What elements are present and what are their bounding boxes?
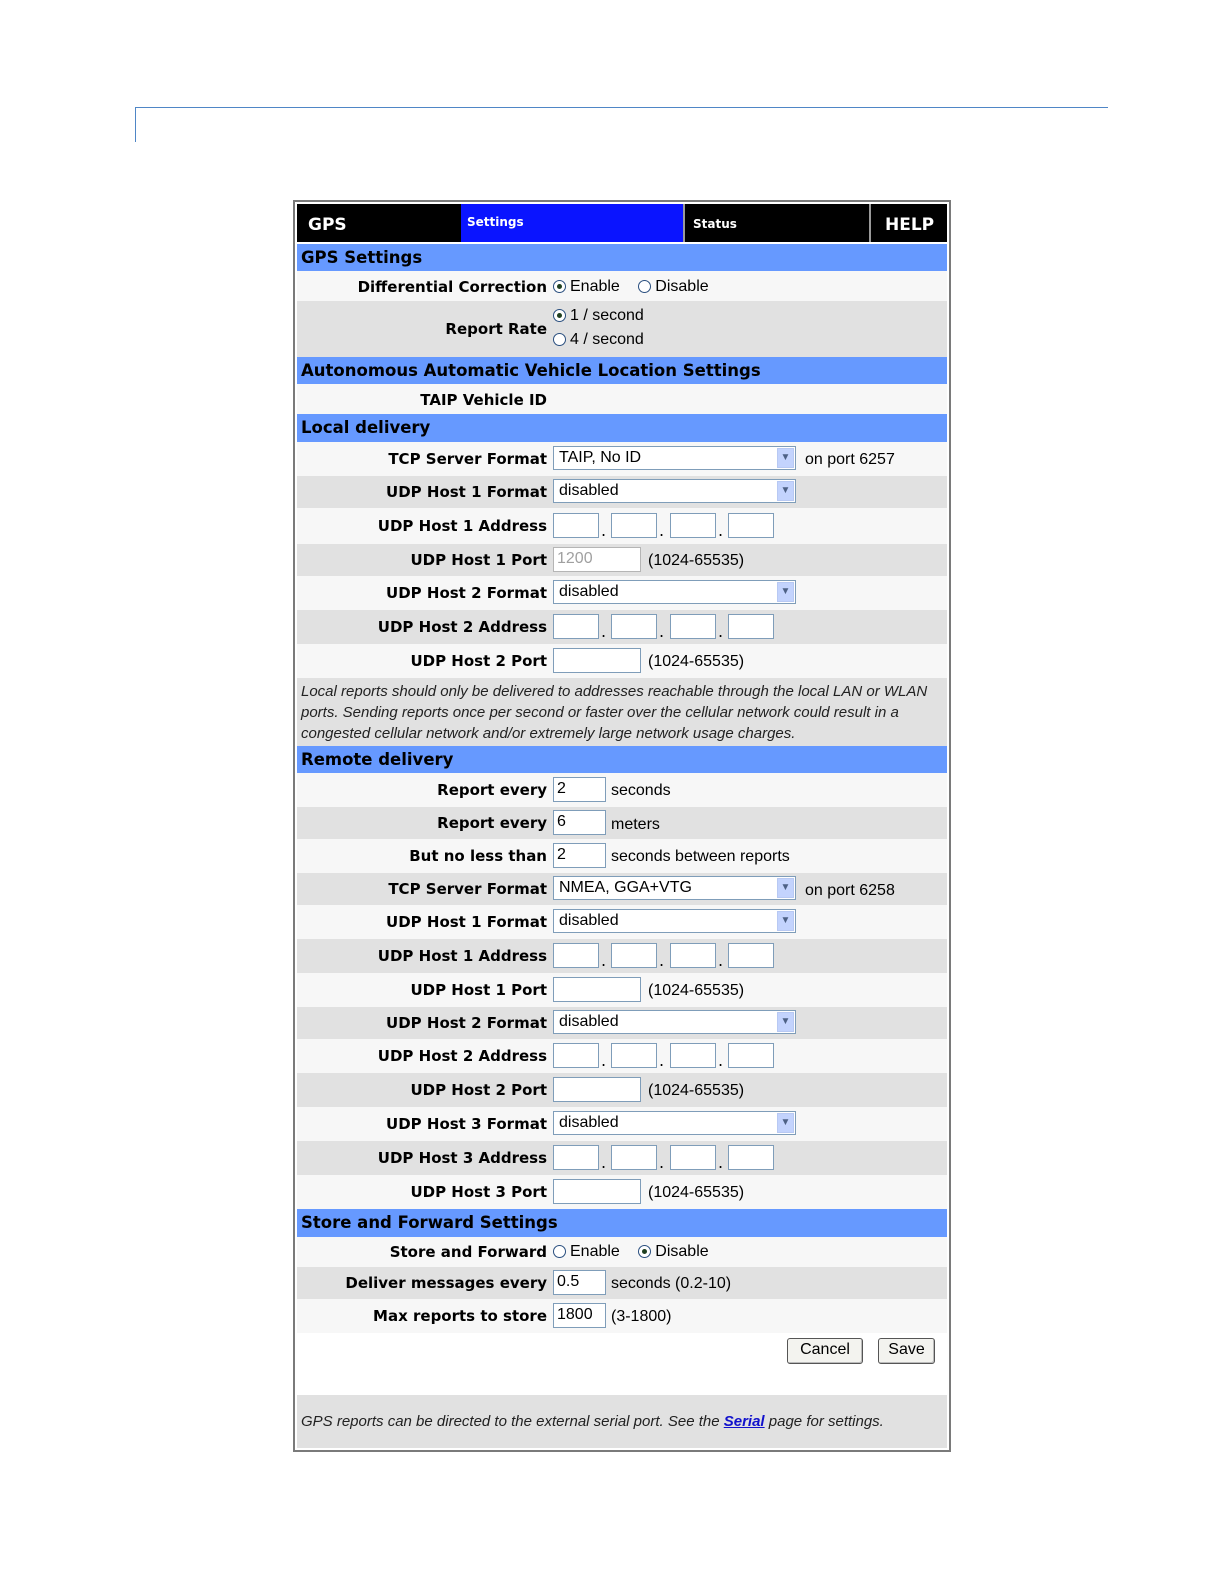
port-range-hint: (1024-65535): [648, 653, 745, 670]
row-local-udp2-port: [297, 644, 947, 678]
ip-dot: .: [718, 1051, 724, 1070]
ip-octet-2[interactable]: [611, 1145, 657, 1170]
remote-udp1-format-select[interactable]: [553, 909, 796, 933]
row-remote-udp1-address: [297, 939, 947, 973]
ip-octet-2[interactable]: [611, 943, 657, 968]
page-header-rule: [135, 107, 1108, 108]
section-aavl: [297, 357, 947, 384]
unit-label: seconds: [611, 782, 671, 799]
remote-udp3-format-select[interactable]: [553, 1111, 796, 1135]
chevron-down-icon: ▼: [777, 1113, 794, 1133]
port-range-hint: (1024-65535): [648, 1082, 745, 1099]
row-max-reports: [297, 1299, 947, 1333]
tab-status[interactable]: Status: [683, 204, 869, 242]
radio-label: Disable: [655, 278, 709, 295]
ip-dot: .: [718, 1153, 724, 1172]
footer-text: page for settings.: [764, 1413, 884, 1430]
select-value: disabled: [559, 912, 619, 929]
field-label: UDP Host 1 Format: [386, 913, 547, 931]
button-row: [297, 1333, 947, 1395]
select-value: TAIP, No ID: [559, 449, 642, 466]
remote-udp2-format-select[interactable]: [553, 1010, 796, 1034]
deliver-interval-input[interactable]: 0.5: [553, 1270, 606, 1295]
row-report-rate: [297, 301, 947, 357]
cancel-button[interactable]: Cancel: [787, 1338, 863, 1364]
row-remote-udp3-address: [297, 1141, 947, 1175]
footer-note: [297, 1395, 947, 1448]
field-label: UDP Host 3 Format: [386, 1115, 547, 1133]
row-taip-vehicle-id: [297, 384, 947, 414]
port-range-hint: (1024-65535): [648, 552, 745, 569]
radio-rate-1[interactable]: [553, 309, 566, 322]
ip-octet-4[interactable]: [728, 614, 774, 639]
chevron-down-icon: ▼: [777, 878, 794, 898]
row-local-udp1-address: [297, 508, 947, 544]
ip-octet-3[interactable]: [670, 1145, 716, 1170]
ip-octet-3[interactable]: [670, 513, 716, 538]
chevron-down-icon: ▼: [777, 448, 794, 468]
field-label: UDP Host 1 Port: [410, 981, 547, 999]
section-gps-settings: [297, 244, 947, 271]
row-remote-udp2-format: [297, 1007, 947, 1039]
store-forward-radios: [553, 1243, 723, 1261]
select-value: disabled: [559, 583, 619, 600]
section-local-delivery: [297, 414, 947, 442]
field-label: Report every: [437, 781, 547, 799]
report-rate-option-1: [553, 307, 658, 325]
radio-rate-4[interactable]: [553, 333, 566, 346]
port-range-hint: (1024-65535): [648, 1184, 745, 1201]
ip-octet-1[interactable]: [553, 943, 599, 968]
gps-settings-panel: [293, 200, 951, 1452]
local-udp2-format-select[interactable]: [553, 580, 796, 604]
radio-label: Enable: [570, 1243, 620, 1260]
row-local-udp2-address: [297, 610, 947, 644]
field-label: UDP Host 1 Format: [386, 483, 547, 501]
field-label: Deliver messages every: [345, 1274, 547, 1292]
field-label: Store and Forward: [389, 1243, 547, 1261]
ip-dot: .: [659, 622, 665, 641]
range-hint: (3-1800): [611, 1308, 672, 1325]
section-title: Remote delivery: [301, 750, 454, 769]
differential-correction-radios: [553, 278, 723, 296]
field-label: Differential Correction: [357, 278, 547, 296]
radio-sf-disable[interactable]: [638, 1245, 651, 1258]
radio-label: Disable: [655, 1243, 709, 1260]
row-remote-udp2-address: [297, 1039, 947, 1073]
section-title: GPS Settings: [301, 248, 423, 267]
ip-dot: .: [601, 1051, 607, 1070]
radio-label: 4 / second: [570, 331, 644, 348]
ip-dot: .: [601, 1153, 607, 1172]
row-remote-udp3-port: [297, 1175, 947, 1209]
remote-udp1-port-input[interactable]: [553, 977, 641, 1002]
row-remote-udp1-format: [297, 905, 947, 939]
field-label: UDP Host 2 Format: [386, 584, 547, 602]
field-label: UDP Host 2 Port: [410, 1081, 547, 1099]
field-label: UDP Host 1 Port: [410, 551, 547, 569]
footer-text: GPS reports can be directed to the external serial port. See the: [301, 1413, 724, 1430]
field-label: Max reports to store: [373, 1307, 547, 1325]
ip-dot: .: [718, 521, 724, 540]
field-label: Report every: [437, 814, 547, 832]
report-every-meters-input[interactable]: 6: [553, 810, 606, 835]
row-local-udp1-port: [297, 544, 947, 576]
tab-bar: [297, 204, 947, 242]
unit-label: seconds between reports: [611, 848, 790, 865]
row-remote-udp1-port: [297, 973, 947, 1007]
local-delivery-note: Local reports should only be delivered to addresses reachable through the local LAN or WLAN ports. Sending reports once per second or faster over the cellular network could result in a congested cellular network and/or extremely large network usage charges.: [297, 678, 947, 746]
chevron-down-icon: ▼: [777, 582, 794, 602]
ip-octet-4[interactable]: [728, 1145, 774, 1170]
report-every-seconds-input[interactable]: 2: [553, 777, 606, 802]
ip-dot: .: [601, 521, 607, 540]
ip-octet-4[interactable]: [728, 1043, 774, 1068]
serial-link[interactable]: Serial: [723, 1413, 765, 1430]
ip-dot: .: [601, 951, 607, 970]
row-report-every-seconds: [297, 773, 947, 807]
field-label: TAIP Vehicle ID: [420, 391, 547, 409]
port-range-hint: (1024-65535): [648, 982, 745, 999]
row-remote-udp3-format: [297, 1107, 947, 1141]
section-store-forward: [297, 1209, 947, 1237]
remote-udp2-port-input[interactable]: [553, 1077, 641, 1102]
field-label: But no less than: [409, 847, 547, 865]
ip-octet-1[interactable]: [553, 1145, 599, 1170]
field-label: TCP Server Format: [388, 450, 547, 468]
section-remote-delivery: [297, 746, 947, 773]
ip-octet-2[interactable]: [611, 1043, 657, 1068]
ip-octet-4[interactable]: [728, 943, 774, 968]
unit-label: seconds (0.2-10): [611, 1275, 732, 1292]
row-local-udp1-format: [297, 476, 947, 508]
ip-dot: .: [601, 622, 607, 641]
radio-dc-disable[interactable]: [638, 280, 651, 293]
radio-dc-enable[interactable]: [553, 280, 566, 293]
remote-udp3-port-input[interactable]: [553, 1179, 641, 1204]
ip-dot: .: [718, 951, 724, 970]
unit-label: meters: [611, 816, 660, 833]
row-report-every-meters: [297, 807, 947, 839]
section-title: Autonomous Automatic Vehicle Location Settings: [301, 361, 761, 380]
select-value: NMEA, GGA+VTG: [559, 879, 692, 896]
chevron-down-icon: ▼: [777, 911, 794, 931]
radio-sf-enable[interactable]: [553, 1245, 566, 1258]
ip-dot: .: [659, 1153, 665, 1172]
ip-octet-3[interactable]: [670, 943, 716, 968]
tab-gps[interactable]: GPS: [308, 215, 347, 235]
ip-octet-3[interactable]: [670, 1043, 716, 1068]
field-label: UDP Host 3 Address: [377, 1149, 547, 1167]
row-differential-correction: [297, 271, 947, 301]
local-udp1-port-input[interactable]: 1200: [553, 547, 641, 572]
ip-octet-1[interactable]: [553, 513, 599, 538]
tab-help[interactable]: HELP: [869, 204, 947, 242]
ip-octet-2[interactable]: [611, 513, 657, 538]
section-title: Local delivery: [301, 418, 431, 437]
port-hint: on port 6257: [805, 451, 895, 468]
row-store-and-forward: [297, 1237, 947, 1267]
ip-octet-3[interactable]: [670, 614, 716, 639]
ip-dot: .: [718, 622, 724, 641]
field-label: TCP Server Format: [388, 880, 547, 898]
ip-dot: .: [659, 951, 665, 970]
select-value: disabled: [559, 1114, 619, 1131]
report-rate-option-4: [553, 331, 658, 349]
field-label: UDP Host 2 Port: [410, 652, 547, 670]
ip-octet-1[interactable]: [553, 614, 599, 639]
tab-settings[interactable]: Settings: [461, 204, 683, 242]
ip-dot: .: [659, 1051, 665, 1070]
port-hint: on port 6258: [805, 882, 895, 899]
ip-dot: .: [659, 521, 665, 540]
field-label: UDP Host 2 Format: [386, 1014, 547, 1032]
chevron-down-icon: ▼: [777, 1012, 794, 1032]
local-udp2-port-input[interactable]: [553, 648, 641, 673]
row-local-tcp-format: [297, 442, 947, 476]
radio-label: Enable: [570, 278, 620, 295]
row-local-udp2-format: [297, 576, 947, 610]
chevron-down-icon: ▼: [777, 481, 794, 501]
field-label: UDP Host 3 Port: [410, 1183, 547, 1201]
field-label: Report Rate: [445, 320, 547, 338]
ip-octet-4[interactable]: [728, 513, 774, 538]
save-button[interactable]: Save: [878, 1338, 935, 1364]
field-label: UDP Host 1 Address: [377, 947, 547, 965]
row-deliver-messages: [297, 1267, 947, 1299]
row-but-no-less-than: [297, 839, 947, 873]
local-tcp-format-select[interactable]: [553, 446, 796, 470]
max-reports-input[interactable]: 1800: [553, 1303, 606, 1328]
field-label: UDP Host 1 Address: [377, 517, 547, 535]
field-label: UDP Host 2 Address: [377, 1047, 547, 1065]
select-value: disabled: [559, 482, 619, 499]
field-label: UDP Host 2 Address: [377, 618, 547, 636]
min-interval-input[interactable]: 2: [553, 843, 606, 868]
ip-octet-2[interactable]: [611, 614, 657, 639]
section-title: Store and Forward Settings: [301, 1213, 558, 1232]
page-header-rule-left: [135, 107, 136, 142]
row-remote-udp2-port: [297, 1073, 947, 1107]
select-value: disabled: [559, 1013, 619, 1030]
local-udp1-format-select[interactable]: [553, 479, 796, 503]
row-remote-tcp-format: [297, 873, 947, 905]
radio-label: 1 / second: [570, 307, 644, 324]
ip-octet-1[interactable]: [553, 1043, 599, 1068]
remote-tcp-format-select[interactable]: [553, 876, 796, 900]
